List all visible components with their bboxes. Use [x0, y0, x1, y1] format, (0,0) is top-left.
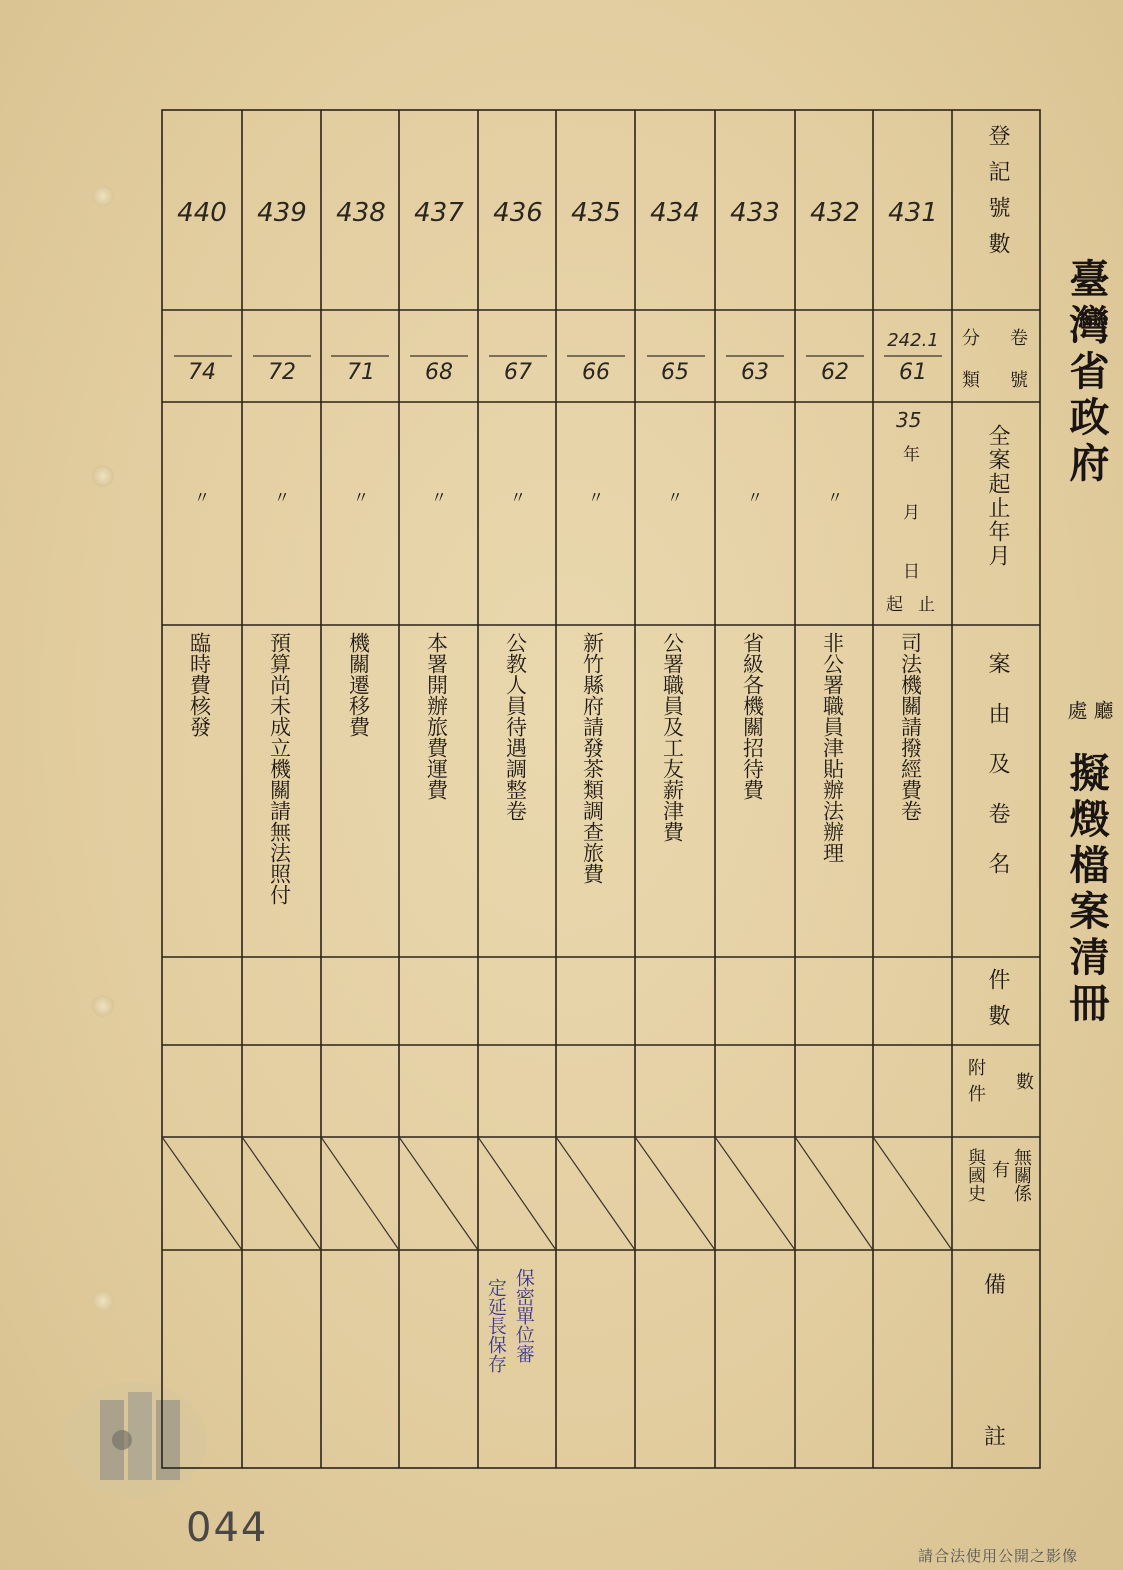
subject-text: 省級各機關招待費: [740, 632, 765, 800]
subject-text: 預算尚未成立機關請無法照付: [267, 632, 292, 905]
header-history-3: 與國史: [965, 1148, 986, 1202]
document-title: 擬燬檔案清冊: [1063, 752, 1110, 1028]
subject-text: 機關遷移費: [346, 632, 371, 737]
class-number: 61: [899, 360, 927, 385]
class-number: 71: [347, 360, 375, 385]
reg-number: 434: [650, 198, 700, 228]
header-cls-top-right: 卷: [1010, 328, 1028, 349]
ditto-mark: 〃: [826, 488, 843, 507]
class-number: 62: [821, 360, 849, 385]
header-attach-right: 數: [1013, 1072, 1034, 1090]
ditto-mark: 〃: [430, 488, 447, 507]
header-period: 全案起止年月: [985, 424, 1010, 568]
class-number: 74: [188, 360, 216, 385]
reg-number: 435: [571, 198, 621, 228]
period-qi: 起: [886, 595, 903, 615]
reg-number: 437: [414, 198, 464, 228]
subject-text: 公教人員待遇調整卷: [503, 632, 528, 821]
class-number: 65: [661, 360, 689, 385]
class-number: 72: [268, 360, 296, 385]
header-cls-bot-right: 號: [1010, 370, 1028, 391]
reg-number: 440: [177, 198, 227, 228]
class-number: 66: [582, 360, 610, 385]
government-title: 臺灣省政府: [1063, 258, 1110, 488]
ditto-mark: 〃: [746, 488, 763, 507]
period-month-char: 月: [903, 503, 920, 523]
ditto-mark: 〃: [509, 488, 526, 507]
reg-number: 438: [336, 198, 386, 228]
subject-text: 臨時費核發: [187, 632, 212, 737]
reg-number: 431: [888, 198, 938, 228]
header-cls-top-left: 分: [962, 328, 980, 349]
subject-text: 新竹縣府請發茶類調查旅費: [580, 632, 605, 884]
header-reg-no: 登記號數: [985, 124, 1010, 268]
stamp-line-2: 定延長保存: [484, 1278, 507, 1373]
reg-number: 433: [730, 198, 780, 228]
header-attach-left: 附件: [965, 1058, 986, 1110]
period-year: 35: [896, 408, 922, 432]
header-cls-bot-left: 類: [962, 370, 980, 391]
reg-number: 432: [810, 198, 860, 228]
header-count: 件數: [985, 968, 1010, 1040]
stamp-line-1: 保密單位審: [512, 1268, 535, 1363]
ditto-mark: 〃: [193, 488, 210, 507]
subject-text: 司法機關請撥經費卷: [898, 632, 923, 821]
reg-number: 439: [257, 198, 307, 228]
ditto-mark: 〃: [273, 488, 290, 507]
header-remarks-top: 備: [984, 1273, 1007, 1298]
ditto-mark: 〃: [666, 488, 683, 507]
subject-text: 本署開辦旅費運費: [424, 632, 449, 800]
class-number: 63: [741, 360, 769, 385]
page-number: 044: [186, 1505, 269, 1551]
ditto-mark: 〃: [352, 488, 369, 507]
class-prefix: 242.1: [887, 330, 939, 351]
class-number: 68: [425, 360, 453, 385]
title-sub-right: 廳: [1090, 700, 1114, 720]
footer-notice: 請合法使用公開之影像: [918, 1547, 1079, 1565]
header-subject: 案由及卷名: [985, 652, 1010, 902]
subject-text: 公署職員及工友薪津費: [660, 632, 685, 842]
header-remarks-bottom: 註: [984, 1425, 1007, 1450]
period-year-char: 年: [903, 445, 920, 465]
period-day-char: 日: [903, 562, 920, 582]
period-zhi: 止: [918, 595, 935, 615]
subject-text: 非公署職員津貼辦法辦理: [820, 632, 845, 863]
title-sub-left: 處: [1064, 700, 1088, 720]
reg-number: 436: [493, 198, 543, 228]
class-number: 67: [504, 360, 532, 385]
ditto-mark: 〃: [587, 488, 604, 507]
header-history-1: 無關係: [1011, 1148, 1032, 1202]
header-history-2: 有: [989, 1160, 1010, 1178]
